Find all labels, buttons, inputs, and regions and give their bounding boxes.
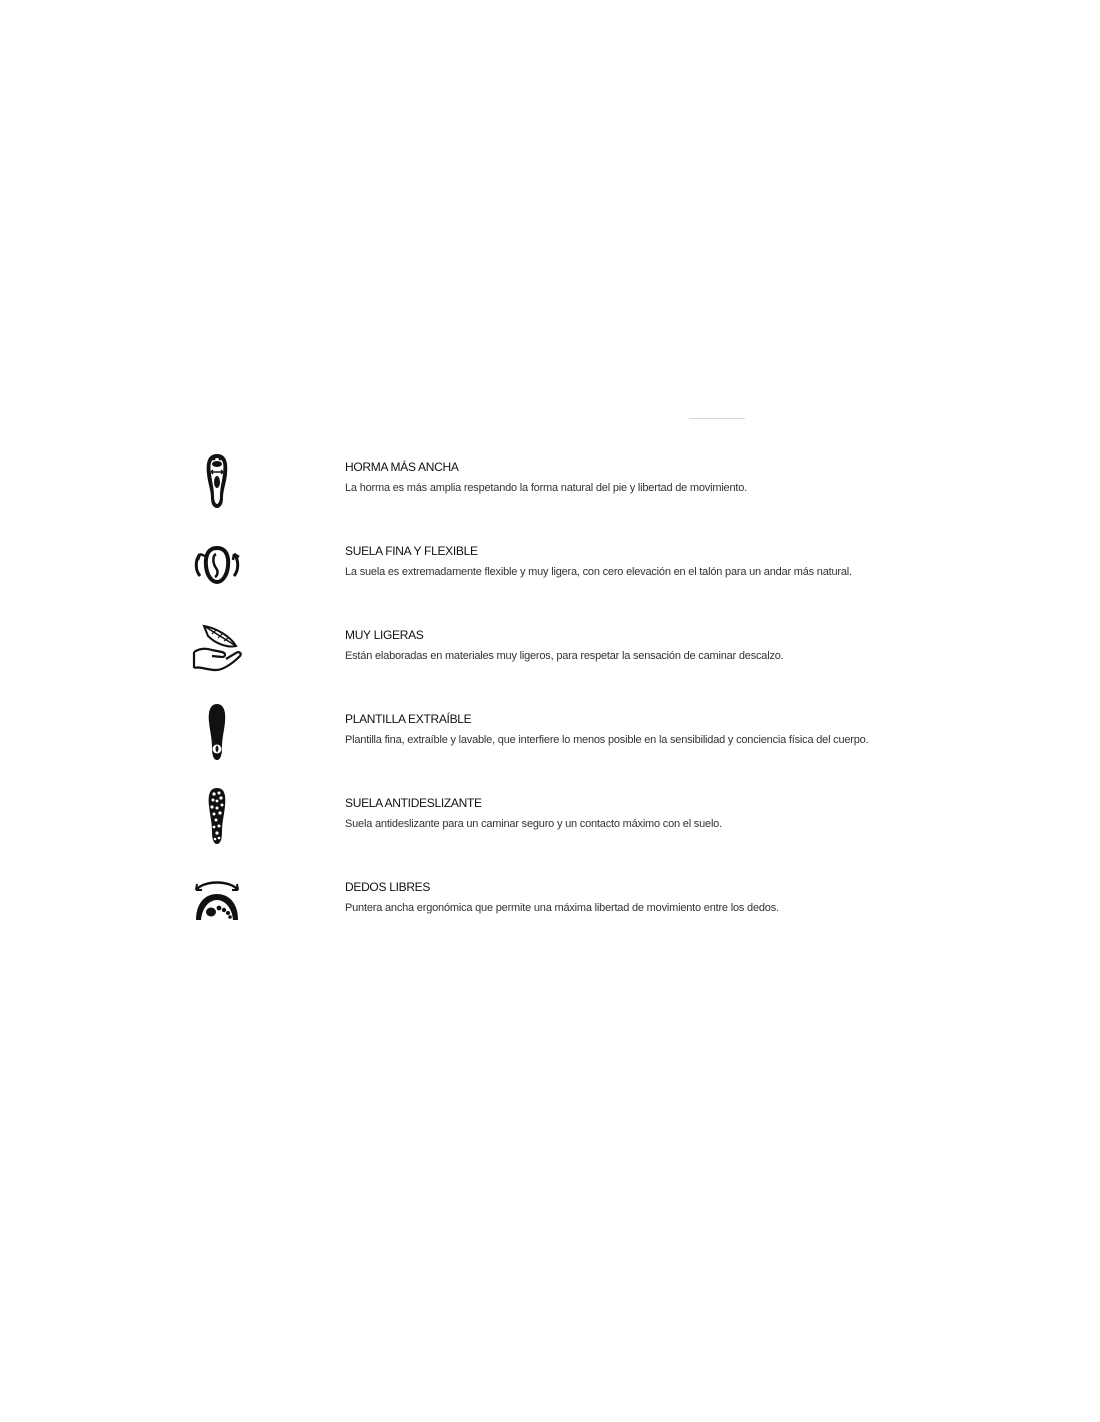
removable-insole-icon <box>186 702 248 764</box>
feature-title: SUELA ANTIDESLIZANTE <box>345 796 482 810</box>
feature-description: Plantilla fina, extraíble y lavable, que interfiere lo menos posible en la sensibilidad y conciencia física del cuerpo. <box>345 734 869 746</box>
feature-item-free-toes <box>0 872 1100 942</box>
feature-item-wide-last <box>0 452 1100 522</box>
feature-description: Suela antideslizante para un caminar seguro y un contacto máximo con el suelo. <box>345 818 722 830</box>
header-divider <box>689 418 745 419</box>
feature-description: Están elaboradas en materiales muy ligeros, para respetar la sensación de caminar descalzo. <box>345 650 784 662</box>
feature-title: PLANTILLA EXTRAÍBLE <box>345 712 472 726</box>
feature-description: La horma es más amplia respetando la forma natural del pie y libertad de movimiento. <box>345 482 748 494</box>
feature-title: SUELA FINA Y FLEXIBLE <box>345 544 478 558</box>
feature-item-flexible-sole <box>0 536 1100 606</box>
wide-last-foot-icon <box>186 450 248 512</box>
feature-item-removable-insole <box>0 704 1100 774</box>
feature-item-lightweight <box>0 620 1100 690</box>
feature-item-non-slip <box>0 788 1100 858</box>
feature-title: DEDOS LIBRES <box>345 880 431 894</box>
feature-title: MUY LIGERAS <box>345 628 424 642</box>
feature-description: La suela es extremadamente flexible y muy ligera, con cero elevación en el talón para un andar más natural. <box>345 566 852 578</box>
flexible-sole-icon <box>186 534 248 596</box>
feather-hand-icon <box>186 618 248 680</box>
feature-title: HORMA MÁS ANCHA <box>345 460 459 474</box>
non-slip-sole-icon <box>186 786 248 848</box>
free-toes-icon <box>186 870 248 932</box>
feature-description: Puntera ancha ergonómica que permite una máxima libertad de movimiento entre los dedos. <box>345 902 779 914</box>
